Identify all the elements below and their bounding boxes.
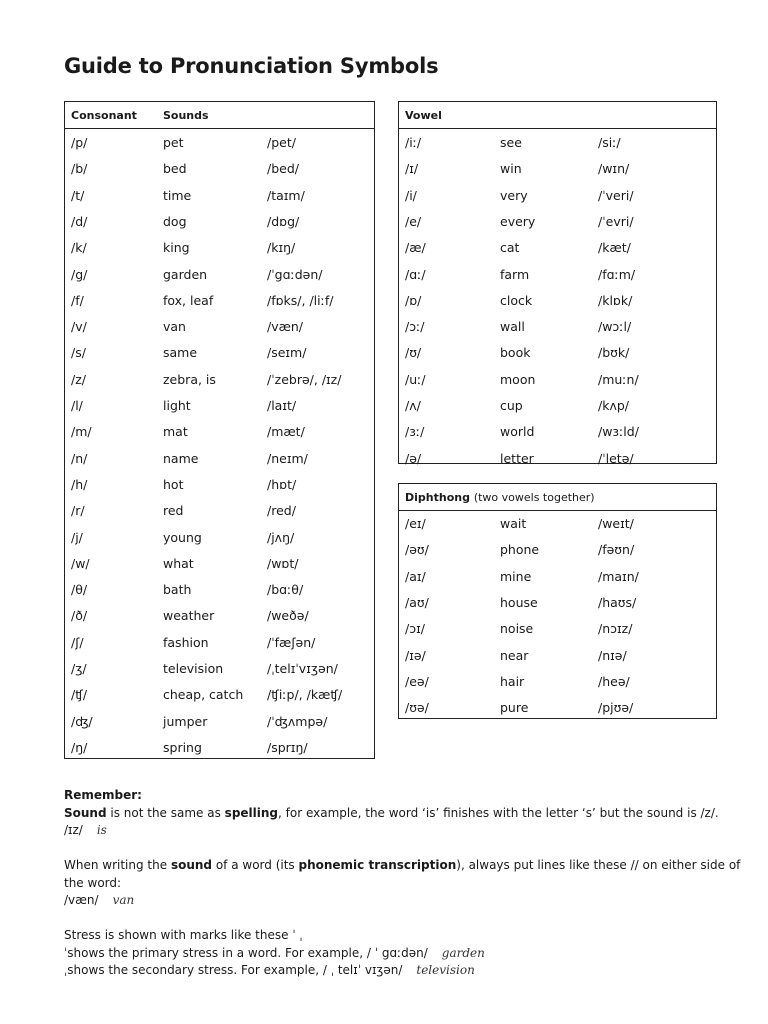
- consonant-example-word: weather: [163, 608, 215, 624]
- diphthong-header-label: [405, 491, 595, 504]
- consonant-transcription: /ˈfæʃən/: [267, 634, 316, 650]
- diphthong-row: [399, 537, 716, 563]
- diphthong-table: [398, 483, 717, 719]
- consonant-row: [65, 393, 374, 419]
- consonant-example-word: jumper: [163, 713, 208, 729]
- consonant-row: [65, 209, 374, 235]
- consonant-symbol: /s/: [71, 345, 86, 361]
- note-ipa: /ɪz/: [64, 823, 83, 837]
- consonant-example-word: king: [163, 240, 190, 256]
- vowel-row: [399, 262, 716, 288]
- vowel-header-label: Vowel: [405, 109, 442, 122]
- note-ipa: /væn/: [64, 893, 99, 907]
- consonant-transcription: /laɪt/: [267, 398, 297, 413]
- vowel-symbol: /ʌ/: [405, 398, 421, 413]
- consonant-example-word: garden: [163, 266, 208, 282]
- note-text: is not the same as: [106, 805, 225, 820]
- diphthong-row: [399, 616, 716, 642]
- consonant-transcription: /taɪm/: [267, 187, 305, 203]
- consonant-symbol: /n/: [71, 450, 88, 466]
- consonant-row: [65, 603, 374, 629]
- vowel-example-word: moon: [500, 371, 536, 387]
- vowel-symbol: /uː/: [405, 371, 426, 387]
- vowel-transcription: /wɪn/: [598, 161, 630, 177]
- vowel-example-word: cup: [500, 398, 523, 413]
- vowel-transcription: /muːn/: [598, 371, 639, 387]
- diphthong-example-word: wait: [500, 516, 527, 531]
- consonant-example-word: dog: [163, 213, 187, 229]
- vowel-symbol: /ɪ/: [405, 161, 419, 177]
- consonant-symbol: /g/: [71, 266, 88, 282]
- consonant-example-word: red: [163, 503, 184, 519]
- consonant-transcription: /seɪm/: [267, 345, 307, 361]
- consonant-transcription: /kɪŋ/: [267, 240, 296, 256]
- consonant-row: [65, 419, 374, 445]
- vowel-transcription: /fɑːm/: [598, 266, 636, 282]
- diphthong-symbol: /ɪə/: [405, 647, 426, 663]
- consonant-symbol: /b/: [71, 161, 88, 177]
- consonant-transcription: /ˈgɑːdən/: [267, 266, 323, 282]
- consonant-example-word: young: [163, 529, 202, 545]
- consonant-example-word: what: [163, 555, 194, 571]
- consonant-symbol: /j/: [71, 529, 83, 545]
- consonant-transcription: /væn/: [267, 319, 304, 335]
- consonant-transcription: /neɪm/: [267, 450, 308, 466]
- remember-heading: Remember:: [64, 788, 142, 802]
- consonant-row: [65, 340, 374, 366]
- consonant-transcription: /dɒg/: [267, 213, 300, 229]
- vowel-table-header: [399, 102, 716, 129]
- page-title: Guide to Pronunciation Symbols: [64, 54, 439, 78]
- consonant-example-word: television: [163, 661, 224, 676]
- diphthong-transcription: /nɪə/: [598, 647, 627, 663]
- vowel-transcription: /ˈveri/: [598, 187, 634, 203]
- vowel-example-word: clock: [500, 292, 533, 308]
- handwritten-television: television: [416, 963, 475, 977]
- consonant-symbol: /l/: [71, 398, 83, 413]
- diphthong-transcription: /nɔɪz/: [598, 621, 633, 637]
- consonant-symbol: /k/: [71, 240, 87, 256]
- consonant-row: [65, 709, 374, 735]
- consonant-symbol: /ʧ/: [71, 687, 88, 703]
- vowel-example-word: world: [500, 424, 535, 440]
- consonant-symbol: /ʒ/: [71, 661, 87, 676]
- vowel-row: [399, 235, 716, 261]
- consonant-row: [65, 446, 374, 472]
- consonant-transcription: /red/: [267, 503, 296, 519]
- consonant-row: [65, 498, 374, 524]
- note-primary-stress: [64, 945, 744, 963]
- consonant-example-word: mat: [163, 424, 188, 440]
- consonant-transcription: /ˈʤʌmpə/: [267, 713, 328, 729]
- consonant-symbol: /r/: [71, 503, 85, 519]
- consonant-example-word: cheap, catch: [163, 687, 244, 703]
- consonant-row: [65, 235, 374, 261]
- vowel-example-word: very: [500, 187, 528, 203]
- handwritten-garden: garden: [441, 945, 485, 960]
- note-phonemic: [64, 857, 744, 892]
- vowel-transcription: /kæt/: [598, 240, 631, 256]
- diphthong-transcription: /pjʊə/: [598, 700, 634, 716]
- diphthong-example-word: hair: [500, 673, 525, 689]
- vowel-example-word: wall: [500, 319, 525, 335]
- consonant-symbol: /ʤ/: [71, 713, 93, 729]
- vowel-symbol: /e/: [405, 213, 422, 229]
- vowel-transcription: /klɒk/: [598, 292, 633, 308]
- diphthong-example-word: noise: [500, 621, 534, 637]
- consonant-symbol: /ʃ/: [71, 634, 84, 650]
- note-text: ˌshows the secondary stress. For example, / ˌ telɪˈ vɪʒən/: [64, 963, 403, 977]
- note-text: , for example, the word ‘is’ finishes with the letter ‘s’ but the sound is /z/.: [278, 805, 719, 820]
- vowel-row: [399, 367, 716, 393]
- consonant-example-word: bed: [163, 161, 187, 177]
- consonant-transcription: /bed/: [267, 161, 299, 177]
- diphthong-row: [399, 695, 716, 721]
- note-bold-sound: sound: [170, 858, 213, 872]
- note-text: ), always put lines like these // on either side of the word:: [64, 858, 741, 890]
- consonant-transcription: /wɒt/: [267, 555, 299, 571]
- consonant-symbol: /θ/: [71, 582, 88, 598]
- consonant-row: [65, 735, 374, 761]
- diphthong-example-word: mine: [500, 568, 532, 584]
- diphthong-transcription: /maɪn/: [598, 568, 639, 584]
- note-example-is: [64, 822, 744, 840]
- diphthong-symbol: /eə/: [405, 673, 429, 689]
- diphthong-transcription: /fəʊn/: [598, 542, 635, 558]
- sounds-header-label: Sounds: [163, 109, 209, 122]
- consonant-row: [65, 551, 374, 577]
- remember-notes: [64, 787, 744, 980]
- consonant-row: [65, 314, 374, 340]
- vowel-transcription: /wɔːl/: [598, 319, 632, 335]
- diphthong-symbol: /ɔɪ/: [405, 621, 425, 637]
- consonant-symbol: /ð/: [71, 608, 88, 624]
- vowel-transcription: /ˈevri/: [598, 213, 634, 229]
- consonant-transcription: /bɑːθ/: [267, 582, 304, 598]
- consonant-example-word: light: [163, 398, 191, 413]
- consonant-symbol: /d/: [71, 213, 88, 229]
- consonant-symbol: /z/: [71, 371, 86, 387]
- note-sound-vs-spelling: [64, 805, 744, 823]
- consonant-example-word: fashion: [163, 634, 209, 650]
- consonant-transcription: /sprɪŋ/: [267, 739, 308, 755]
- vowel-row: [399, 446, 716, 472]
- consonant-header-label: Consonant: [71, 109, 137, 122]
- consonant-table-header: [65, 102, 374, 129]
- note-example-van: [64, 892, 744, 910]
- consonant-row: [65, 577, 374, 603]
- vowel-transcription: /siː/: [598, 135, 621, 150]
- consonant-symbol: /m/: [71, 424, 92, 440]
- diphthong-example-word: phone: [500, 542, 540, 558]
- note-text: of a word (its: [212, 858, 299, 872]
- vowel-row: [399, 340, 716, 366]
- vowel-example-word: farm: [500, 266, 530, 282]
- consonant-table: [64, 101, 375, 759]
- vowel-symbol: /ʊ/: [405, 345, 422, 361]
- consonant-transcription: /ʧiːp/, /kæʧ/: [267, 687, 343, 703]
- diphthong-symbol: /eɪ/: [405, 516, 426, 531]
- consonant-row: [65, 288, 374, 314]
- diphthong-row: [399, 669, 716, 695]
- note-bold-spelling: spelling: [224, 805, 279, 820]
- diphthong-transcription: /haʊs/: [598, 594, 637, 610]
- diphthong-symbol: /əʊ/: [405, 542, 429, 558]
- diphthong-example-word: near: [500, 647, 529, 663]
- vowel-transcription: /kʌp/: [598, 398, 629, 413]
- diphthong-symbol: /ʊə/: [405, 700, 429, 716]
- consonant-example-word: hot: [163, 476, 184, 492]
- consonant-transcription: /weðə/: [267, 608, 309, 624]
- consonant-transcription: /pet/: [267, 135, 296, 150]
- consonant-row: [65, 156, 374, 182]
- note-stress-marks: Stress is shown with marks like these ˈ ˌ: [64, 928, 303, 942]
- diphthong-example-word: pure: [500, 700, 529, 716]
- consonant-transcription: /hɒt/: [267, 476, 297, 492]
- vowel-symbol: /ɜː/: [405, 424, 425, 440]
- vowel-example-word: win: [500, 161, 522, 177]
- diphthong-table-header: [399, 484, 716, 511]
- handwritten-is: is: [96, 823, 107, 837]
- vowel-row: [399, 419, 716, 445]
- diphthong-header-note: (two vowels together): [473, 491, 595, 504]
- consonant-transcription: /jʌŋ/: [267, 529, 295, 545]
- diphthong-symbol: /aʊ/: [405, 594, 429, 610]
- vowel-row: [399, 156, 716, 182]
- vowel-row: [399, 183, 716, 209]
- consonant-row: [65, 262, 374, 288]
- note-bold-sound: Sound: [64, 805, 107, 820]
- note-secondary-stress: [64, 962, 744, 980]
- vowel-transcription: /ˈletə/: [598, 450, 634, 466]
- vowel-symbol: /æ/: [405, 240, 426, 256]
- vowel-example-word: letter: [500, 450, 534, 466]
- vowel-row: [399, 314, 716, 340]
- vowel-table: [398, 101, 717, 464]
- consonant-example-word: fox, leaf: [163, 292, 214, 308]
- consonant-symbol: /p/: [71, 135, 88, 150]
- consonant-symbol: /w/: [71, 555, 90, 571]
- vowel-symbol: /ɒ/: [405, 292, 422, 308]
- vowel-example-word: cat: [500, 240, 520, 256]
- consonant-transcription: /mæt/: [267, 424, 305, 440]
- consonant-transcription: /ˌtelɪˈvɪʒən/: [267, 661, 338, 676]
- consonant-transcription: /fɒks/, /liːf/: [267, 292, 334, 308]
- note-text: ˈshows the primary stress in a word. For example, / ˈ gɑːdən/: [64, 945, 428, 960]
- consonant-symbol: /ŋ/: [71, 739, 88, 755]
- vowel-row: [399, 209, 716, 235]
- consonant-symbol: /t/: [71, 187, 85, 203]
- vowel-transcription: /bʊk/: [598, 345, 630, 361]
- vowel-row: [399, 130, 716, 156]
- consonant-symbol: /h/: [71, 476, 88, 492]
- consonant-symbol: /f/: [71, 292, 84, 308]
- note-bold-transcription: phonemic transcription: [298, 858, 457, 872]
- consonant-row: [65, 630, 374, 656]
- vowel-row: [399, 288, 716, 314]
- vowel-symbol: /i/: [405, 187, 417, 203]
- consonant-row: [65, 682, 374, 708]
- consonant-example-word: spring: [163, 739, 202, 755]
- consonant-row: [65, 367, 374, 393]
- vowel-row: [399, 393, 716, 419]
- diphthong-transcription: /heə/: [598, 673, 630, 689]
- consonant-example-word: pet: [163, 135, 184, 150]
- consonant-symbol: /v/: [71, 319, 87, 335]
- consonant-transcription: /ˈzebrə/, /ɪz/: [267, 371, 342, 387]
- consonant-example-word: same: [163, 345, 198, 361]
- consonant-example-word: name: [163, 450, 199, 466]
- vowel-example-word: book: [500, 345, 531, 361]
- vowel-example-word: see: [500, 135, 522, 150]
- vowel-symbol: /iː/: [405, 135, 422, 150]
- diphthong-header-title: Diphthong: [405, 491, 470, 504]
- consonant-row: [65, 472, 374, 498]
- handwritten-van: van: [112, 893, 135, 907]
- diphthong-transcription: /weɪt/: [598, 516, 634, 531]
- consonant-row: [65, 525, 374, 551]
- consonant-row: [65, 130, 374, 156]
- vowel-example-word: every: [500, 213, 536, 229]
- diphthong-row: [399, 643, 716, 669]
- diphthong-row: [399, 564, 716, 590]
- diphthong-row: [399, 590, 716, 616]
- consonant-row: [65, 656, 374, 682]
- consonant-example-word: zebra, is: [163, 371, 216, 387]
- consonant-example-word: time: [163, 187, 192, 203]
- vowel-symbol: /ɑː/: [405, 266, 426, 282]
- consonant-example-word: bath: [163, 582, 192, 598]
- vowel-symbol: /ɔː/: [405, 319, 425, 335]
- note-text: When writing the: [64, 858, 171, 872]
- vowel-symbol: /ə/: [405, 450, 422, 466]
- vowel-transcription: /wɜːld/: [598, 424, 639, 440]
- consonant-row: [65, 183, 374, 209]
- diphthong-row: [399, 511, 716, 537]
- diphthong-example-word: house: [500, 594, 538, 610]
- diphthong-symbol: /aɪ/: [405, 568, 426, 584]
- consonant-example-word: van: [163, 319, 186, 335]
